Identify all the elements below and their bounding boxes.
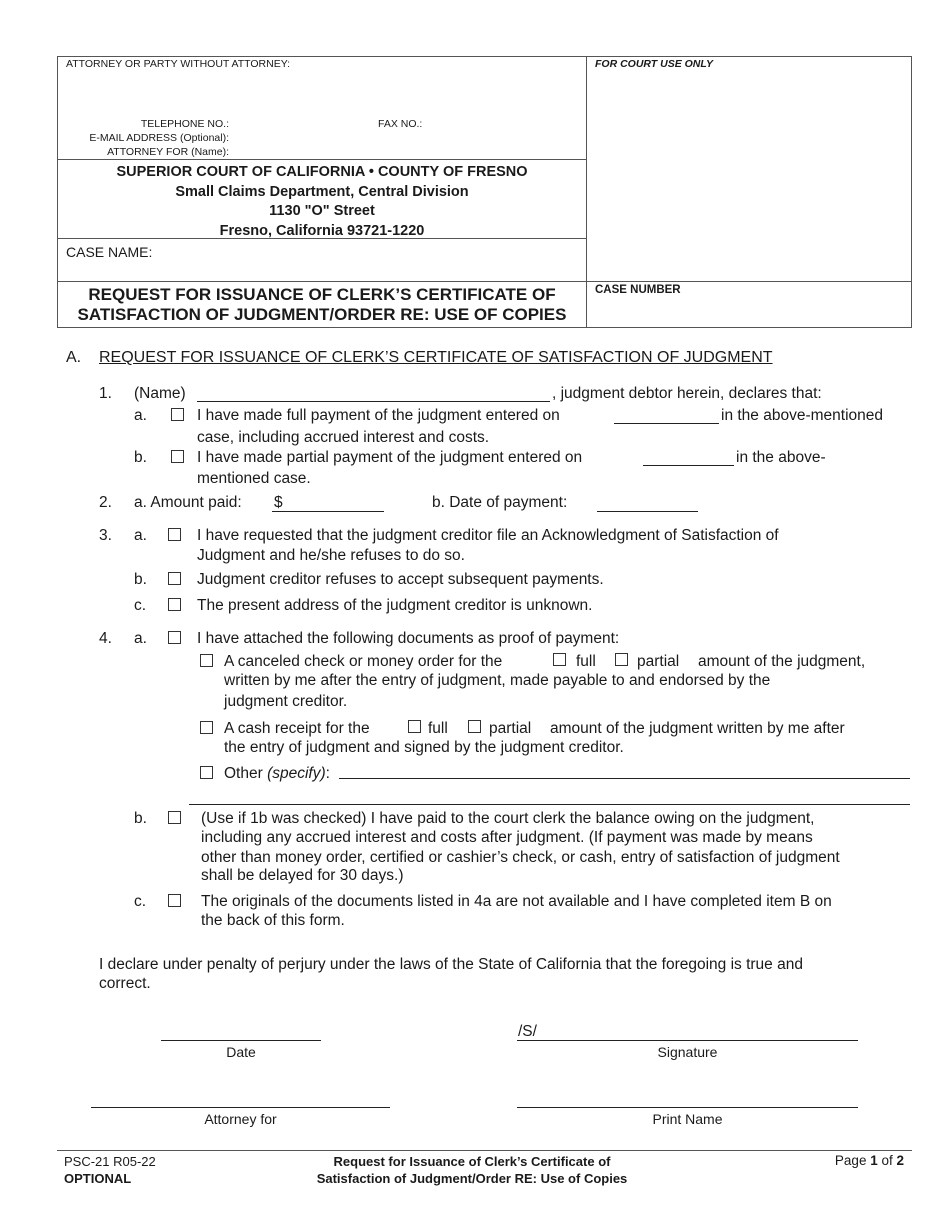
acknowledgment-refused-checkbox[interactable] bbox=[168, 528, 181, 541]
item-text: I have attached the following documents as proof of payment: bbox=[197, 630, 620, 647]
item-text: Judgment creditor refuses to accept subsequent payments. bbox=[197, 571, 604, 588]
name-field[interactable] bbox=[197, 401, 550, 402]
full-payment-checkbox[interactable] bbox=[171, 408, 184, 421]
print-name-field[interactable] bbox=[517, 1107, 858, 1108]
item-letter: a. bbox=[134, 527, 147, 544]
payment-date-field[interactable] bbox=[597, 511, 698, 512]
signature-field[interactable] bbox=[517, 1040, 858, 1041]
court-use-label: FOR COURT USE ONLY bbox=[595, 58, 714, 70]
specify-text: (specify) bbox=[267, 765, 326, 782]
item-text: including any accrued interest and costs after judgment. (If payment was made by means bbox=[201, 829, 813, 846]
item-letter: a. bbox=[134, 407, 147, 424]
footer-title-line: Satisfaction of Judgment/Order RE: Use of Copies bbox=[316, 1171, 628, 1186]
item-number: 2. bbox=[99, 494, 112, 511]
item-text: amount of the judgment, bbox=[698, 653, 866, 670]
proof-attached-checkbox[interactable] bbox=[168, 631, 181, 644]
declares-text: , judgment debtor herein, declares that: bbox=[552, 385, 822, 402]
item-text: mentioned case. bbox=[197, 470, 311, 487]
item-text: the entry of judgment and signed by the judgment creditor. bbox=[224, 739, 624, 756]
partial-label: partial bbox=[637, 653, 680, 670]
full-label: full bbox=[428, 720, 448, 737]
item-text: A cash receipt for the bbox=[224, 720, 370, 737]
item-number: 3. bbox=[99, 527, 112, 544]
form-title bbox=[57, 285, 587, 325]
page-of: of bbox=[877, 1153, 897, 1168]
cash-receipt-checkbox[interactable] bbox=[200, 721, 213, 734]
colon: : bbox=[325, 765, 330, 782]
partial-payment-checkbox[interactable] bbox=[171, 450, 184, 463]
attorney-label: ATTORNEY OR PARTY WITHOUT ATTORNEY: bbox=[66, 58, 291, 70]
full-payment-date-field[interactable] bbox=[614, 423, 719, 424]
item-letter: b. bbox=[134, 810, 147, 827]
email-label: E-MAIL ADDRESS (Optional): bbox=[89, 132, 229, 144]
declaration-text: correct. bbox=[99, 975, 151, 992]
item-text: amount of the judgment written by me after bbox=[550, 720, 845, 737]
title-line: REQUEST FOR ISSUANCE OF CLERK’S CERTIFICATE OF bbox=[88, 285, 556, 304]
refuses-payments-checkbox[interactable] bbox=[168, 572, 181, 585]
print-name-label: Print Name bbox=[652, 1111, 723, 1127]
item-text: other than money order, certified or cashier’s check, or cash, entry of satisfaction of judgment bbox=[201, 849, 840, 866]
amount-paid-label: a. Amount paid: bbox=[134, 494, 242, 511]
dollar-sign: $ bbox=[274, 494, 283, 511]
section-letter: A. bbox=[66, 349, 82, 366]
other-specify-field-line2[interactable] bbox=[189, 804, 910, 805]
declaration-text: I declare under penalty of perjury under the laws of the State of California that the foregoing is true and bbox=[99, 956, 803, 973]
check-partial-checkbox[interactable] bbox=[615, 653, 628, 666]
footer-rule bbox=[57, 1150, 912, 1151]
amount-paid-field[interactable] bbox=[272, 511, 384, 512]
item-letter: c. bbox=[134, 597, 147, 614]
originals-unavailable-checkbox[interactable] bbox=[168, 894, 181, 907]
attorney-for-field[interactable] bbox=[91, 1107, 390, 1108]
page-number: 1 bbox=[870, 1153, 878, 1168]
attorney-for-label: Attorney for bbox=[204, 1111, 277, 1127]
item-text: written by me after the entry of judgment, made payable to and endorsed by the bbox=[224, 672, 771, 689]
item-text: A canceled check or money order for the bbox=[224, 653, 503, 670]
footer-code bbox=[64, 1153, 156, 1187]
signature-value: /S/ bbox=[518, 1023, 537, 1040]
cash-partial-checkbox[interactable] bbox=[468, 720, 481, 733]
item-text: shall be delayed for 30 days.) bbox=[201, 867, 404, 884]
form-code: PSC-21 R05-22 bbox=[64, 1154, 156, 1169]
item-text: I have made full payment of the judgment entered on bbox=[197, 407, 560, 424]
partial-payment-date-field[interactable] bbox=[643, 465, 734, 466]
full-label: full bbox=[576, 653, 596, 670]
rule bbox=[57, 159, 587, 160]
page-prefix: Page bbox=[834, 1153, 871, 1168]
page-indicator bbox=[835, 1153, 904, 1168]
item-letter: a. bbox=[134, 630, 147, 647]
page-total: 2 bbox=[896, 1153, 904, 1168]
address-unknown-checkbox[interactable] bbox=[168, 598, 181, 611]
footer-title bbox=[272, 1153, 672, 1187]
item-number: 4. bbox=[99, 630, 112, 647]
section-heading: REQUEST FOR ISSUANCE OF CLERK’S CERTIFICATE OF SATISFACTION OF JUDGMENT bbox=[99, 349, 773, 366]
court-line: SUPERIOR COURT OF CALIFORNIA • COUNTY OF FRESNO bbox=[116, 164, 528, 180]
court-line: Small Claims Department, Central Division bbox=[175, 183, 469, 200]
item-text: the back of this form. bbox=[201, 912, 345, 929]
item-text: Judgment and he/she refuses to do so. bbox=[197, 547, 465, 564]
item-text: case, including accrued interest and costs. bbox=[197, 429, 490, 446]
item-text: The originals of the documents listed in 4a are not available and I have completed item B on bbox=[201, 893, 832, 910]
case-name-label: CASE NAME: bbox=[66, 244, 153, 260]
item-text: I have made partial payment of the judgment entered on bbox=[197, 449, 583, 466]
optional-label: OPTIONAL bbox=[64, 1171, 132, 1186]
case-number-label: CASE NUMBER bbox=[595, 284, 681, 296]
item-letter: b. bbox=[134, 571, 147, 588]
name-label: (Name) bbox=[134, 385, 186, 402]
item-text: (Use if 1b was checked) I have paid to the court clerk the balance owing on the judgment, bbox=[201, 810, 815, 827]
other-text: Other bbox=[224, 765, 268, 782]
footer-title-line: Request for Issuance of Clerk’s Certificate of bbox=[333, 1154, 611, 1169]
payment-date-label: b. Date of payment: bbox=[432, 494, 568, 511]
item-text: I have requested that the judgment creditor file an Acknowledgment of Satisfaction of bbox=[197, 527, 779, 544]
paid-clerk-checkbox[interactable] bbox=[168, 811, 181, 824]
item-text: judgment creditor. bbox=[224, 693, 348, 710]
other-label bbox=[224, 764, 330, 784]
fax-label: FAX NO.: bbox=[378, 118, 423, 130]
item-letter: b. bbox=[134, 449, 147, 466]
item-number: 1. bbox=[99, 385, 112, 402]
signature-label: Signature bbox=[657, 1044, 718, 1060]
other-checkbox[interactable] bbox=[200, 766, 213, 779]
telephone-label: TELEPHONE NO.: bbox=[140, 118, 229, 130]
cash-full-checkbox[interactable] bbox=[408, 720, 421, 733]
court-name bbox=[57, 163, 587, 241]
item-text: in the above-mentioned bbox=[721, 407, 884, 424]
item-text: in the above- bbox=[736, 449, 826, 466]
item-text: The present address of the judgment creditor is unknown. bbox=[197, 597, 593, 614]
attorney-for-label: ATTORNEY FOR (Name): bbox=[107, 146, 229, 158]
date-label: Date bbox=[226, 1044, 256, 1060]
partial-label: partial bbox=[489, 720, 532, 737]
check-full-checkbox[interactable] bbox=[553, 653, 566, 666]
court-line: Fresno, California 93721-1220 bbox=[219, 222, 425, 239]
title-line: SATISFACTION OF JUDGMENT/ORDER RE: USE OF COPIES bbox=[77, 305, 567, 324]
rule bbox=[57, 281, 912, 282]
court-line: 1130 "O" Street bbox=[269, 203, 375, 219]
canceled-check-checkbox[interactable] bbox=[200, 654, 213, 667]
other-specify-field[interactable] bbox=[339, 778, 910, 779]
item-letter: c. bbox=[134, 893, 147, 910]
date-field[interactable] bbox=[161, 1040, 321, 1041]
